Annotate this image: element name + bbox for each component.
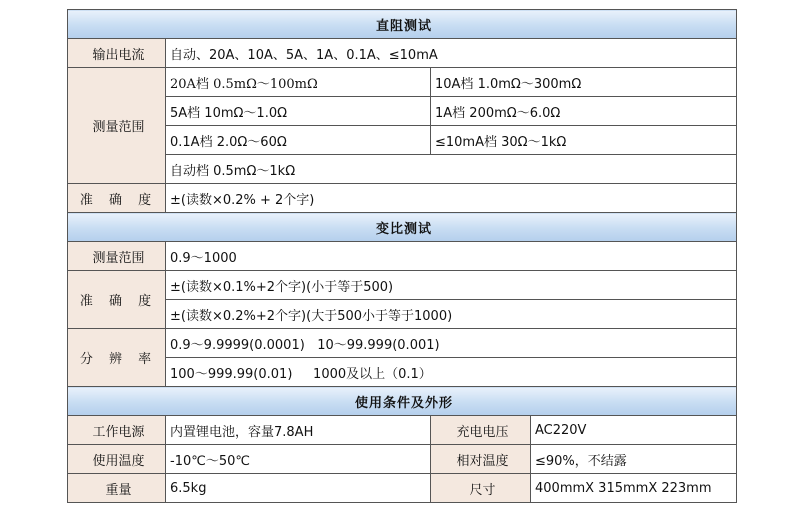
ratio-accuracy-label: 准 确 度 bbox=[68, 271, 166, 329]
ratio-accuracy-value-2: ±(读数×0.2%+2个字)(大于500小于等于1000) bbox=[166, 300, 737, 329]
temperature-value: -10℃～50℃ bbox=[166, 445, 431, 474]
output-current-value: 自动、20A、10A、5A、1A、0.1A、≤10mA bbox=[166, 39, 737, 68]
dc-accuracy-label: 准 确 度 bbox=[68, 184, 166, 213]
output-current-label: 输出电流 bbox=[68, 39, 166, 68]
humidity-value: ≤90%，不结露 bbox=[531, 445, 737, 474]
section-header-conditions: 使用条件及外形 bbox=[68, 387, 737, 416]
spec-table bbox=[67, 9, 737, 503]
ratio-resolution-value-2: 100～999.99(0.01) 1000及以上（0.1） bbox=[166, 358, 737, 387]
dc-range-5a: 5A档 10mΩ～1.0Ω bbox=[166, 97, 431, 126]
charge-voltage-value: AC220V bbox=[531, 416, 737, 445]
size-value: 400mmX 315mmX 223mm bbox=[531, 474, 737, 503]
humidity-label: 相对温度 bbox=[431, 445, 531, 474]
dc-accuracy-value: ±(读数×0.2% + 2个字) bbox=[166, 184, 737, 213]
dc-range-auto: 自动档 0.5mΩ～1kΩ bbox=[166, 155, 737, 184]
weight-label: 重量 bbox=[68, 474, 166, 503]
ratio-range-label: 测量范围 bbox=[68, 242, 166, 271]
power-value: 内置锂电池，容量7.8AH bbox=[166, 416, 431, 445]
dc-range-label: 测量范围 bbox=[68, 68, 166, 184]
ratio-range-value: 0.9～1000 bbox=[166, 242, 737, 271]
charge-voltage-label: 充电电压 bbox=[431, 416, 531, 445]
dc-range-20a: 20A档 0.5mΩ～100mΩ bbox=[166, 68, 431, 97]
power-label: 工作电源 bbox=[68, 416, 166, 445]
section-header-ratio: 变比测试 bbox=[68, 213, 737, 242]
ratio-resolution-value-1: 0.9～9.9999(0.0001) 10～99.999(0.001) bbox=[166, 329, 737, 358]
temperature-label: 使用温度 bbox=[68, 445, 166, 474]
dc-range-10ma: ≤10mA档 30Ω～1kΩ bbox=[431, 126, 737, 155]
dc-range-0-1a: 0.1A档 2.0Ω～60Ω bbox=[166, 126, 431, 155]
ratio-accuracy-value-1: ±(读数×0.1%+2个字)(小于等于500) bbox=[166, 271, 737, 300]
dc-range-1a: 1A档 200mΩ～6.0Ω bbox=[431, 97, 737, 126]
ratio-resolution-label: 分 辨 率 bbox=[68, 329, 166, 387]
section-header-dc-resistance: 直阻测试 bbox=[68, 10, 737, 39]
weight-value: 6.5kg bbox=[166, 474, 431, 503]
size-label: 尺寸 bbox=[431, 474, 531, 503]
dc-range-10a: 10A档 1.0mΩ～300mΩ bbox=[431, 68, 737, 97]
